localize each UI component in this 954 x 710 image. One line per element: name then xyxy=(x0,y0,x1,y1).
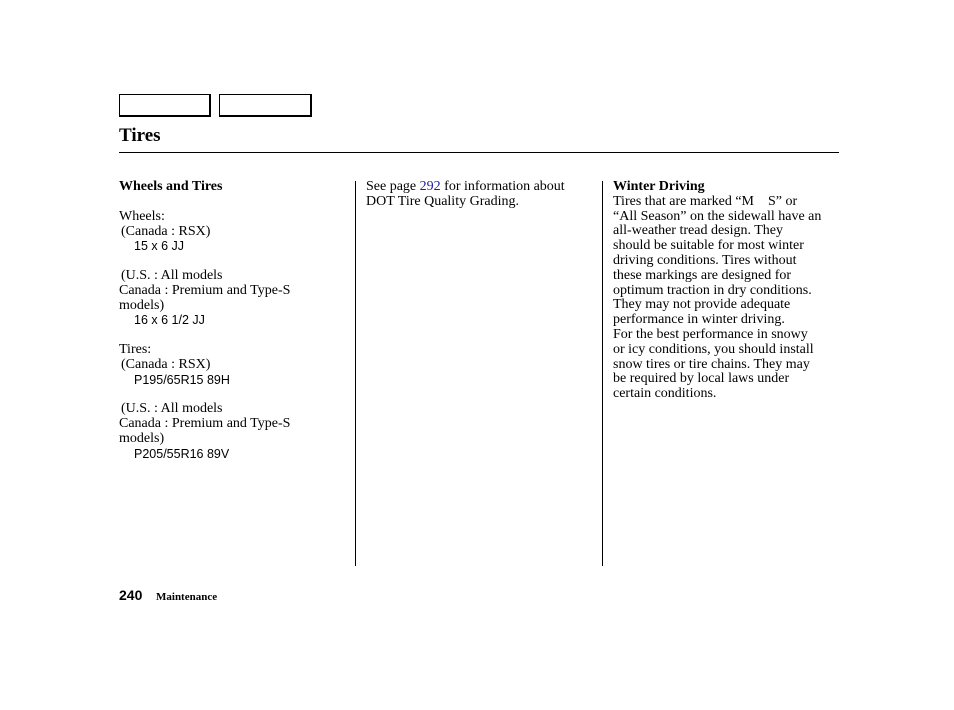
title-divider xyxy=(119,152,839,153)
wheels-and-tires-heading: Wheels and Tires xyxy=(119,179,223,194)
wheels-us-size: 16 x 6 1/2 JJ xyxy=(134,313,205,328)
tires-canada-premium-label: Canada : Premium and Type-S xyxy=(119,415,291,431)
winter-driving-line: For the best performance in snowy xyxy=(613,326,808,342)
winter-driving-line: or icy conditions, you should install xyxy=(613,341,814,357)
wheels-canada-premium-label: Canada : Premium and Type-S xyxy=(119,282,291,298)
wheels-us-all-label: (U.S. : All models xyxy=(121,267,223,283)
winter-driving-line: They may not provide adequate xyxy=(613,297,791,313)
column-divider xyxy=(355,181,356,566)
winter-driving-line: “All Season” on the sidewall have an xyxy=(613,208,822,224)
tires-models-close: models) xyxy=(119,430,165,446)
winter-driving-line: all-weather tread design. They xyxy=(613,223,784,239)
dot-grading-column xyxy=(366,180,591,210)
winter-driving-line: certain conditions. xyxy=(613,386,717,402)
winter-driving-line: Tires that are marked “M S” or xyxy=(613,193,798,209)
next-page-button[interactable] xyxy=(219,94,312,117)
winter-driving-line: optimum traction in dry conditions. xyxy=(613,282,812,298)
wheels-canada-rsx-size: 15 x 6 JJ xyxy=(134,239,185,254)
winter-driving-line: performance in winter driving. xyxy=(613,312,785,328)
wheels-canada-rsx-label: (Canada : RSX) xyxy=(121,223,211,239)
dot-grading-text xyxy=(366,180,591,195)
tires-label: Tires: xyxy=(119,341,152,357)
winter-driving-line: should be suitable for most winter xyxy=(613,238,804,254)
page-title: Tires xyxy=(119,125,161,146)
tires-canada-rsx-label: (Canada : RSX) xyxy=(121,356,211,372)
section-name: Maintenance xyxy=(156,591,218,603)
winter-driving-line: these markings are designed for xyxy=(613,267,792,283)
dot-grading-suffix: for information about xyxy=(440,179,565,194)
page-number: 240 xyxy=(119,587,143,603)
winter-driving-heading: Winter Driving xyxy=(613,179,705,194)
tires-canada-rsx-size: P195/65R15 89H xyxy=(134,372,230,387)
wheels-label: Wheels: xyxy=(119,208,165,224)
dot-grading-line2: DOT Tire Quality Grading. xyxy=(366,193,519,209)
page-292-link[interactable]: 292 xyxy=(419,179,441,194)
wheels-and-tires-column xyxy=(119,180,334,461)
winter-driving-line: be required by local laws under xyxy=(613,371,790,387)
winter-driving-line: driving conditions. Tires without xyxy=(613,252,797,268)
tires-us-all-label: (U.S. : All models xyxy=(121,401,223,417)
winter-driving-line: snow tires or tire chains. They may xyxy=(613,356,810,372)
wheels-models-close: models) xyxy=(119,297,165,313)
tires-us-size: P205/55R16 89V xyxy=(134,446,230,461)
column-divider xyxy=(602,181,603,566)
dot-grading-prefix: See page xyxy=(366,179,420,194)
previous-page-button[interactable] xyxy=(119,94,211,117)
winter-driving-column xyxy=(613,180,839,402)
